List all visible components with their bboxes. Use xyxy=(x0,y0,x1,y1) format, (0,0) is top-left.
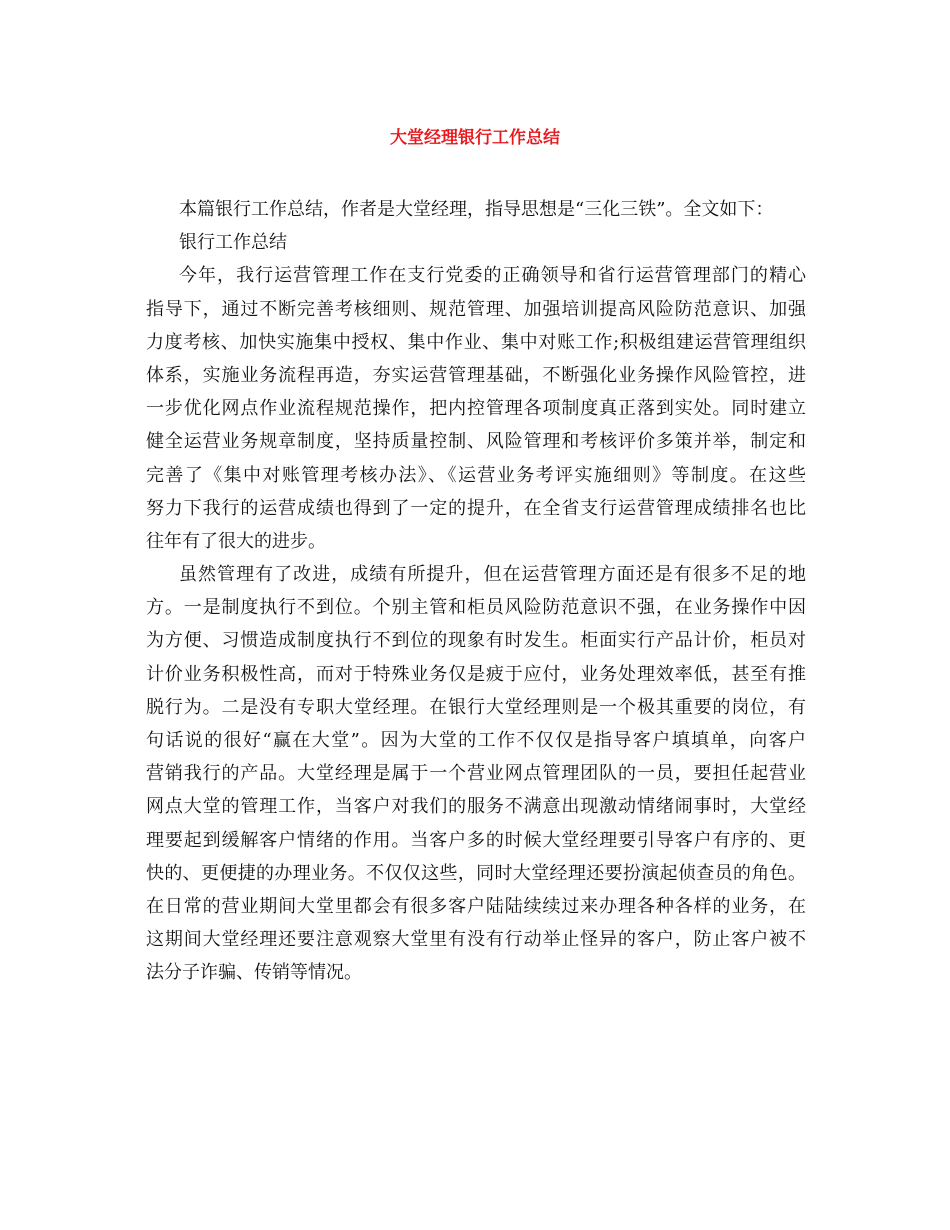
paragraph-line: 理要起到缓解客户情绪的作用。当客户多的时候大堂经理要引导客户有序的、更 xyxy=(146,829,806,851)
paragraph-line: 脱行为。二是没有专职大堂经理。在银行大堂经理则是一个极其重要的岗位，有 xyxy=(146,696,806,718)
document-title: 大堂经理银行工作总结 xyxy=(390,128,560,148)
paragraph-line: 法分子诈骗、传销等情况。 xyxy=(146,962,362,984)
paragraph-line: 完善了《集中对账管理考核办法》、《运营业务考评实施细则》等制度。在这些 xyxy=(146,464,806,486)
paragraph-line: 力度考核、加快实施集中授权、集中作业、集中对账工作;积极组建运营管理组织 xyxy=(146,331,806,353)
paragraph-line: 营销我行的产品。大堂经理是属于一个营业网点管理团队的一员，要担任起营业 xyxy=(146,763,806,785)
paragraph-line: 句话说的很好“赢在大堂”。因为大堂的工作不仅仅是指导客户填填单，向客户 xyxy=(146,730,806,751)
paragraph-line: 为方便、习惯造成制度执行不到位的现象有时发生。柜面实行产品计价，柜员对 xyxy=(146,630,806,652)
paragraph-line: 计价业务积极性高，而对于特殊业务仅是疲于应付，业务处理效率低，甚至有推 xyxy=(146,663,806,685)
paragraph-line: 今年，我行运营管理工作在支行党委的正确领导和省行运营管理部门的精心 xyxy=(179,265,806,287)
paragraph-line: 往年有了很大的进步。 xyxy=(146,530,326,552)
paragraph-line: 这期间大堂经理还要注意观察大堂里有没有行动举止怪异的客户，防止客户被不 xyxy=(146,929,806,951)
paragraph-line: 在日常的营业期间大堂里都会有很多客户陆陆续续过来办理各种各样的业务，在 xyxy=(146,895,806,917)
section-subheading: 银行工作总结 xyxy=(179,232,287,254)
paragraph-2 xyxy=(146,558,806,989)
document-body xyxy=(146,193,806,990)
paragraph-line: 指导下，通过不断完善考核细则、规范管理、加强培训提高风险防范意识、加强 xyxy=(146,298,806,320)
paragraph-line: 网点大堂的管理工作，当客户对我们的服务不满意出现激动情绪闹事时，大堂经 xyxy=(146,796,806,818)
paragraph-line: 一步优化网点作业流程规范操作，把内控管理各项制度真正落到实处。同时建立 xyxy=(146,398,806,420)
paragraph-line: 快的、更便捷的办理业务。不仅仅这些，同时大堂经理还要扮演起侦查员的角色。 xyxy=(146,862,806,884)
paragraph-line: 方。一是制度执行不到位。个别主管和柜员风险防范意识不强，在业务操作中因 xyxy=(146,597,806,619)
paragraph-line: 虽然管理有了改进，成绩有所提升，但在运营管理方面还是有很多不足的地 xyxy=(179,564,806,586)
paragraph-line: 体系，实施业务流程再造，夯实运营管理基础，不断强化业务操作风险管控，进 xyxy=(146,364,806,386)
intro-line: 本篇银行工作总结，作者是大堂经理，指导思想是“三化三铁”。全文如下： xyxy=(179,199,774,220)
paragraph-line: 健全运营业务规章制度，坚持质量控制、风险管理和考核评价多策并举，制定和 xyxy=(146,431,806,453)
paragraph-1 xyxy=(146,259,806,558)
paragraph-line: 努力下我行的运营成绩也得到了一定的提升，在全省支行运营管理成绩排名也比 xyxy=(146,497,806,519)
